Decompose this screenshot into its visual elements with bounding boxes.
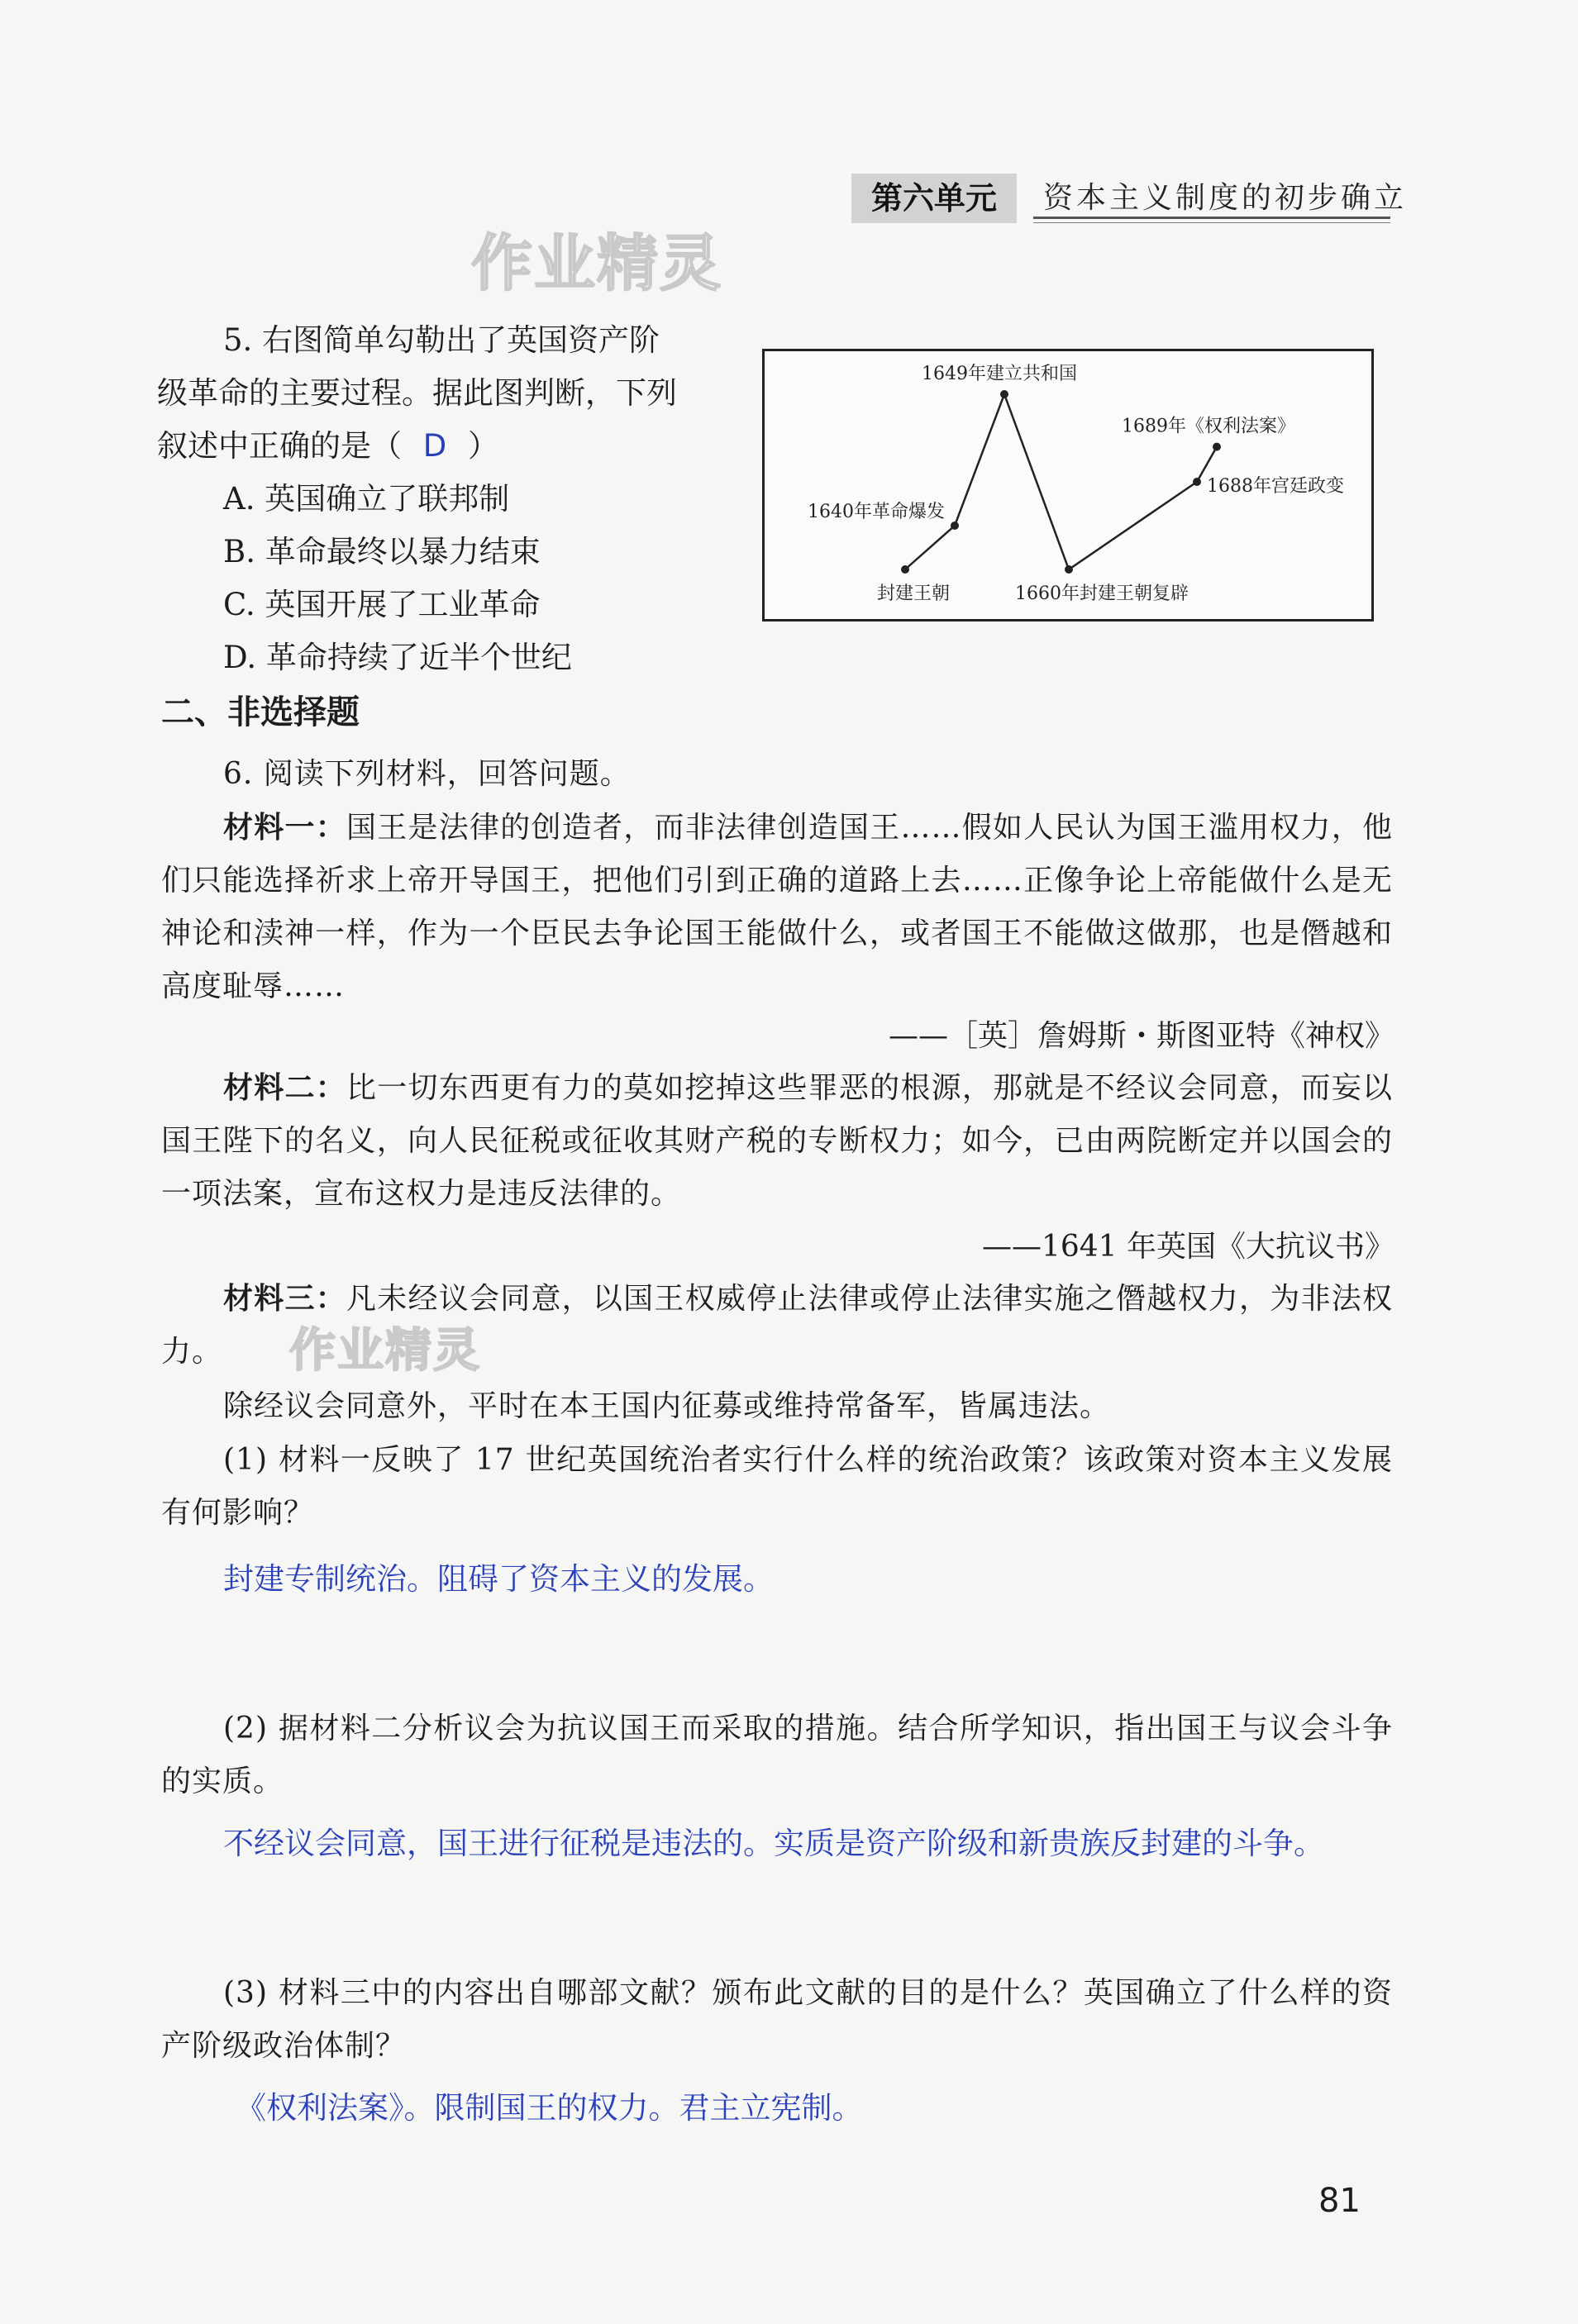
sub-answer-3: 《权利法案》。限制国王的权力。君主立宪制。 <box>236 2090 863 2126</box>
chart-svg <box>765 351 1371 619</box>
header-rule-thin <box>1033 222 1390 223</box>
material-3-text: 凡未经议会同意，以国王权威停止法律或停止法律实施之僭越权力，为非法权力。 <box>161 1282 1393 1369</box>
sub-answer-1: 封建专制统治。阻碍了资本主义的发展。 <box>223 1561 774 1597</box>
timeline-label: 1689年《权利法案》 <box>1122 416 1295 437</box>
q5-stem-end: 叙述中正确的是（ <box>157 428 402 464</box>
timeline-label: 1649年建立共和国 <box>922 364 1077 384</box>
material-2 <box>161 1062 1393 1221</box>
timeline-label: 1688年宫廷政变 <box>1207 476 1344 497</box>
material-2-label: 材料二： <box>223 1071 346 1105</box>
material-1-text: 国王是法律的创造者，而非法律创造国王……假如人民认为国王滥用权力，他们只能选择祈求上帝开导国王，把他们引到正确的道路上去……正像争论上帝能做什么是无神论和渎神一样，作为一个臣民去争论国王能做什么，或者国王不能做这做那，也是僭越和高度耻辱…… <box>161 811 1393 1003</box>
material-3-label: 材料三： <box>223 1282 346 1316</box>
material-2-text: 比一切东西更有力的莫如挖掉这些罪恶的根源，那就是不经议会同意，而妄以国王陛下的名义，向人民征税或征收其财产税的专断权力；如今，已由两院断定并以国会的一项法案，宣布这权力是违反法律的。 <box>161 1071 1393 1211</box>
watermark-top: 作业精灵 <box>471 228 722 299</box>
q5-option-c: C. 英国开展了工业革命 <box>223 587 541 622</box>
timeline-label: 1660年封建王朝复辟 <box>1015 583 1189 604</box>
q6-intro: 6. 阅读下列材料，回答问题。 <box>223 757 631 791</box>
header-rule <box>1033 217 1390 219</box>
material-1-label: 材料一： <box>223 811 346 845</box>
question-5 <box>157 314 752 684</box>
timeline-point <box>901 565 909 574</box>
timeline-label: 封建王朝 <box>876 583 951 604</box>
unit-title: 资本主义制度的初步确立 <box>1043 181 1408 215</box>
timeline-point <box>1065 565 1073 574</box>
material-1 <box>161 802 1393 1013</box>
q5-close-paren: ） <box>468 428 499 464</box>
sub-question-2: (2) 据材料二分析议会为抗议国王而采取的措施。结合所学知识，指出国王与议会斗争的实质。 <box>161 1712 1393 1798</box>
q5-option-a: A. 英国确立了联邦制 <box>223 481 510 517</box>
q5-option-d: D. 革命持续了近半个世纪 <box>223 640 572 675</box>
material-3-text-2: 除经议会同意外，平时在本王国内征募或维持常备军，皆属违法。 <box>223 1389 1111 1423</box>
sub-question-1: (1) 材料一反映了 17 世纪英国统治者实行什么样的统治政策？该政策对资本主义发展有何影响？ <box>161 1443 1393 1530</box>
timeline-label: 1640年革命爆发 <box>808 502 945 522</box>
q5-line-2: 级革命的主要过程。据此图判断，下列 <box>157 375 677 411</box>
sub-question-3: (3) 材料三中的内容出自哪部文献？颁布此文献的目的是什么？英国确立了什么样的资产阶级政治体制？ <box>161 1976 1393 2063</box>
page-number: 81 <box>1318 2182 1361 2220</box>
sub-answer-2: 不经议会同意，国王进行征税是违法的。实质是资产阶级和新贵族反封建的斗争。 <box>223 1826 1324 1861</box>
unit-label: 第六单元 <box>851 174 1017 223</box>
timeline-point <box>1000 390 1008 398</box>
revolution-timeline-chart <box>762 349 1374 621</box>
material-1-source: ——［英］詹姆斯・斯图亚特《神权》 <box>888 1019 1394 1053</box>
watermark-middle: 作业精灵 <box>289 1324 481 1378</box>
timeline-point <box>1213 443 1221 451</box>
q5-option-b: B. 革命最终以暴力结束 <box>223 534 541 569</box>
q5-line-1: 5. 右图简单勾勒出了英国资产阶 <box>223 322 660 358</box>
timeline-point <box>951 521 959 530</box>
material-3 <box>161 1273 1393 1379</box>
q5-answer: D <box>422 428 447 464</box>
timeline-point <box>1193 478 1201 486</box>
q5-line-3 <box>157 420 752 473</box>
material-2-source: ——1641 年英国《大抗议书》 <box>981 1230 1394 1264</box>
section-title: 二、非选择题 <box>161 693 360 731</box>
